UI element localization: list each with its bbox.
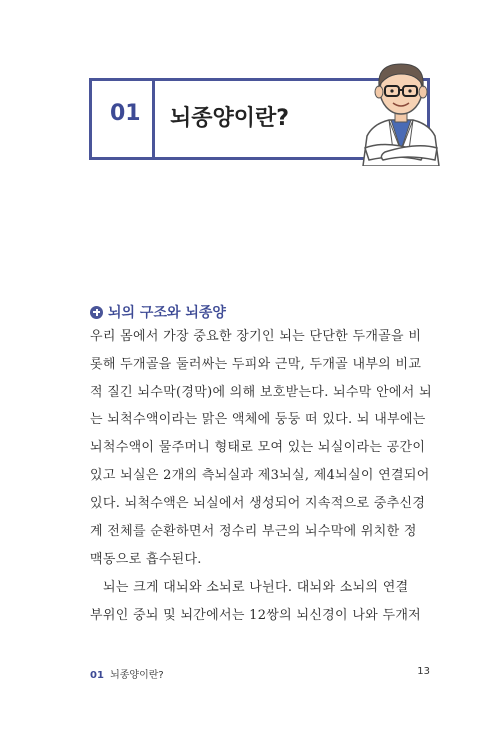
footer-chapter-number: 01 xyxy=(90,670,104,681)
plus-circle-icon xyxy=(90,306,103,319)
page-number: 13 xyxy=(417,666,430,677)
title-divider xyxy=(152,81,155,157)
chapter-number: 01 xyxy=(110,101,141,126)
body-line: 는 뇌척수액이라는 맑은 액체에 둥둥 떠 있다. 뇌 내부에는 xyxy=(90,412,426,427)
body-line: 부위인 중뇌 및 뇌간에서는 12쌍의 뇌신경이 나와 두개저 xyxy=(90,608,422,623)
section-heading xyxy=(90,302,226,322)
body-line: 롯해 두개골을 둘러싸는 두피와 근막, 두개골 내부의 비교 xyxy=(90,357,422,372)
chapter-title: 뇌종양이란? xyxy=(170,106,290,131)
body-line: 뇌척수액이 물주머니 형태로 모여 있는 뇌실이라는 공간이 xyxy=(90,440,426,455)
body-line: 적 질긴 뇌수막(경막)에 의해 보호받는다. 뇌수막 안에서 뇌 xyxy=(90,385,432,400)
footer-chapter-title: 뇌종양이란? xyxy=(110,670,164,681)
doctor-illustration xyxy=(355,54,447,166)
body-line: 있고 뇌실은 2개의 측뇌실과 제3뇌실, 제4뇌실이 연결되어 xyxy=(90,468,430,483)
section-heading-text: 뇌의 구조와 뇌종양 xyxy=(108,305,226,321)
body-line: 계 전체를 순환하면서 정수리 부근의 뇌수막에 위치한 정 xyxy=(90,524,417,539)
body-line: 우리 몸에서 가장 중요한 장기인 뇌는 단단한 두개골을 비 xyxy=(90,329,422,344)
body-line: 있다. 뇌척수액은 뇌실에서 생성되어 지속적으로 중추신경 xyxy=(90,496,426,511)
body-line: 뇌는 크게 대뇌와 소뇌로 나뉜다. 대뇌와 소뇌의 연결 xyxy=(103,580,409,595)
body-line: 맥동으로 흡수된다. xyxy=(90,552,202,567)
footer-chapter xyxy=(90,666,164,681)
